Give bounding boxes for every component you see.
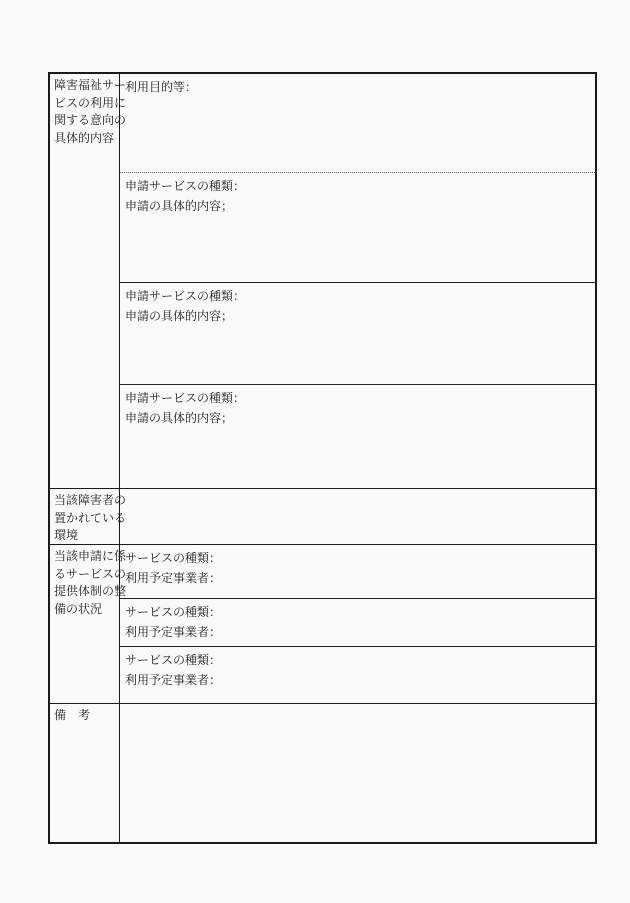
field-label-usage-purpose: 利用目的等： xyxy=(125,80,198,94)
field-label-application-detail: 申請の具体的内容； xyxy=(125,198,234,213)
section-person-environment xyxy=(50,488,595,544)
field-label-planned-provider: 利用予定事業者： xyxy=(125,672,222,687)
field-usage-purpose[interactable] xyxy=(120,74,595,173)
field-label-planned-provider: 利用予定事業者： xyxy=(125,624,222,639)
field-label-service-type: サービスの種類： xyxy=(125,605,222,619)
label-line: 当該障害者の xyxy=(54,493,127,507)
label-line: 備 考 xyxy=(54,708,91,722)
label-line: 置かれている xyxy=(54,510,127,525)
field-label-application-detail: 申請の具体的内容； xyxy=(125,410,234,425)
field-planned-service-3[interactable] xyxy=(120,647,595,703)
label-line: るサービスの xyxy=(54,566,127,581)
label-line: 障害福祉サー xyxy=(54,78,127,92)
field-label-planned-provider: 利用予定事業者： xyxy=(125,570,222,585)
field-label-service-type: サービスの種類： xyxy=(125,653,222,667)
field-label-service-type: 申請サービスの種類： xyxy=(125,289,246,303)
label-line: ビスの利用に xyxy=(54,95,127,110)
field-label-application-detail: 申請の具体的内容； xyxy=(125,308,234,323)
label-line: 当該申請に係 xyxy=(54,549,127,563)
section-label-service-provision-readiness xyxy=(50,545,127,703)
field-planned-service-2[interactable] xyxy=(120,599,595,647)
welfare-service-form-table xyxy=(48,72,597,844)
section-service-provision-fields xyxy=(120,545,595,703)
section-service-provision-readiness xyxy=(50,544,595,703)
section-service-use-intent xyxy=(50,74,595,488)
label-line: 具体的内容 xyxy=(54,130,115,145)
section-label-remarks xyxy=(50,704,120,842)
field-remarks[interactable] xyxy=(120,704,595,842)
field-person-environment[interactable] xyxy=(120,489,595,544)
section-label-service-use-intent xyxy=(50,74,127,488)
section-service-use-intent-fields xyxy=(120,74,595,488)
section-remarks xyxy=(50,703,595,842)
label-line: 備の状況 xyxy=(54,601,103,616)
field-label-service-type: 申請サービスの種類： xyxy=(125,391,246,405)
field-applied-service-2[interactable] xyxy=(120,283,595,385)
label-line: 環境 xyxy=(54,528,79,542)
field-planned-service-1[interactable] xyxy=(120,545,595,599)
field-applied-service-1[interactable] xyxy=(120,173,595,283)
label-line: 関する意向の xyxy=(54,113,127,127)
field-applied-service-3[interactable] xyxy=(120,385,595,488)
field-label-service-type: 申請サービスの種類： xyxy=(125,179,246,193)
field-label-service-type: サービスの種類： xyxy=(125,551,222,565)
section-label-person-environment xyxy=(50,489,127,544)
label-line: 提供体制の整 xyxy=(54,584,127,598)
